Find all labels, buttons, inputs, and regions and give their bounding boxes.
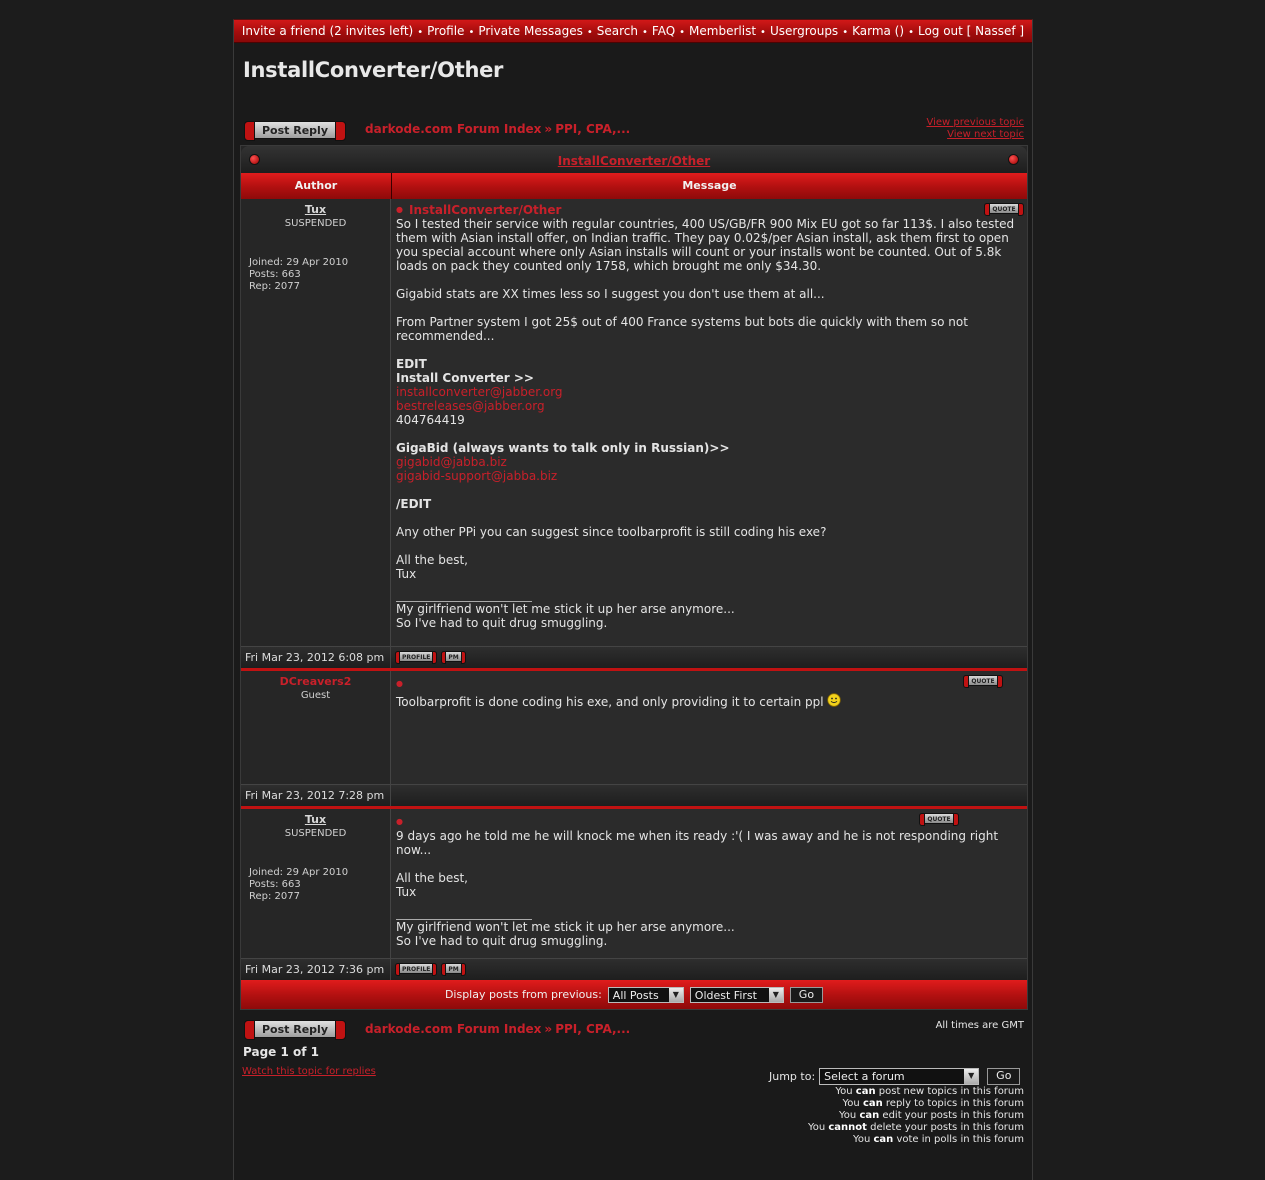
top-nav <box>234 20 1032 43</box>
display-go-button[interactable]: Go <box>790 987 823 1003</box>
smiley-icon <box>827 695 841 709</box>
post-paragraph <box>396 357 1022 427</box>
column-author: Author <box>241 173 392 199</box>
signature <box>396 920 1022 948</box>
signature-line: So I've had to quit drug smuggling. <box>396 934 608 948</box>
jump-select[interactable] <box>819 1068 979 1085</box>
contact-email: bestreleases@jabber.org <box>396 399 545 413</box>
permission-line: You cannot delete your posts in this forum <box>807 1122 1024 1133</box>
post-author <box>241 671 391 784</box>
permission-line: You can post new topics in this forum <box>835 1086 1024 1097</box>
breadcrumb-separator: » <box>544 122 553 136</box>
breadcrumb-forum-index[interactable]: darkode.com Forum Index <box>365 122 542 136</box>
author-name[interactable]: Tux <box>304 203 327 216</box>
nav-separator: • <box>586 27 593 38</box>
signature-line: My girlfriend won't let me stick it up her arse anymore... <box>396 920 735 934</box>
permission-line: You can vote in polls in this forum <box>853 1134 1024 1145</box>
closing-line: All the best, <box>396 871 468 885</box>
chevron-down-icon: ▼ <box>669 988 683 1002</box>
post-message <box>391 671 1027 784</box>
author-rep: Rep: 2077 <box>249 281 300 292</box>
post-tools <box>391 959 1027 980</box>
post-subject: ● InstallConverter/Other <box>396 203 1022 217</box>
timezone-note: All times are GMT <box>935 1020 1024 1031</box>
post-row <box>241 809 1027 958</box>
red-dot-icon: ● <box>396 817 403 826</box>
nav-karma[interactable]: Karma () <box>852 24 905 38</box>
column-headers <box>241 173 1027 199</box>
permissions-list <box>808 1086 1024 1146</box>
red-dot-icon: ● <box>396 679 403 688</box>
post-text <box>396 693 1022 709</box>
column-message: Message <box>392 173 1027 199</box>
post-row <box>241 199 1027 646</box>
post-date: Fri Mar 23, 2012 7:36 pm <box>241 959 391 980</box>
post-paragraph <box>396 497 1022 511</box>
order-select-value: Oldest First <box>694 988 757 1002</box>
post-footer <box>241 958 1027 980</box>
post-message <box>391 199 1027 646</box>
post-row <box>241 671 1027 784</box>
gigabid-title: GigaBid (always wants to talk only in Russian)>> <box>396 441 730 455</box>
post-author <box>241 199 391 646</box>
permission-line: You can reply to topics in this forum <box>842 1098 1024 1109</box>
nav-private-messages[interactable]: Private Messages <box>478 24 583 38</box>
quote-button[interactable]: QUOTE <box>963 675 1003 686</box>
install-converter-title: Install Converter >> <box>396 371 534 385</box>
contact-icq: 404764419 <box>396 413 465 427</box>
author-joined: Joined: 29 Apr 2010 <box>249 867 349 878</box>
breadcrumb-forum[interactable]: PPI, CPA,... <box>555 122 631 136</box>
chevron-down-icon: ▼ <box>964 1069 978 1084</box>
post-closing <box>396 871 1022 899</box>
closing-name: Tux <box>396 567 417 581</box>
order-select[interactable] <box>690 987 784 1003</box>
contact-email: installconverter@jabber.org <box>396 385 563 399</box>
topic-navigation <box>926 117 1024 141</box>
post-paragraph: Any other PPi you can suggest since toolbarprofit is still coding his exe? <box>396 525 827 539</box>
author-info <box>249 257 382 293</box>
post-author <box>241 809 391 958</box>
permission-line: You can edit your posts in this forum <box>839 1110 1024 1121</box>
signature-divider <box>396 587 532 602</box>
view-previous-topic-link[interactable]: View previous topic <box>926 117 1024 128</box>
post-paragraph: 9 days ago he told me he will knock me when its ready :'( I was away and he is not responding right now... <box>396 829 999 857</box>
signature <box>396 602 1022 630</box>
red-dot-icon <box>249 154 260 165</box>
nav-separator: • <box>908 27 914 38</box>
author-posts: Posts: 663 <box>249 269 301 280</box>
post-paragraph: Gigabid stats are XX times less so I suggest you don't use them at all... <box>396 287 825 301</box>
pm-button[interactable]: PM <box>441 651 465 662</box>
watch-topic-container <box>242 1066 376 1077</box>
breadcrumb-forum-index[interactable]: darkode.com Forum Index <box>365 1022 542 1036</box>
signature-line: My girlfriend won't let me stick it up her arse anymore... <box>396 602 735 616</box>
days-select[interactable] <box>608 987 684 1003</box>
nav-usergroups[interactable]: Usergroups <box>769 24 839 38</box>
contact-email: gigabid-support@jabba.biz <box>396 469 558 483</box>
edit-end-label: /EDIT <box>396 497 432 511</box>
red-dot-icon <box>1008 154 1019 165</box>
post-date: Fri Mar 23, 2012 7:28 pm <box>241 785 391 806</box>
author-rep: Rep: 2077 <box>249 891 300 902</box>
post-paragraph: So I tested their service with regular countries, 400 US/GB/FR 900 Mix EU got so far 113$. I also tested them with Asian install offer, on Indian traffic. They pay 0.02$/per Asian install, ask them first to open you special account where only Asian installs will count or your installs wont be counted. Out of 5.8k loads on pack they counted only 1758, which brought me only $34.30. <box>396 217 1015 273</box>
watch-topic-link[interactable]: Watch this topic for replies <box>242 1066 376 1077</box>
nav-separator: • <box>679 27 686 38</box>
chevron-down-icon: ▼ <box>769 988 783 1002</box>
post-footer <box>241 646 1027 671</box>
post-date: Fri Mar 23, 2012 6:08 pm <box>241 647 391 668</box>
signature-divider <box>396 905 532 920</box>
post-paragraph <box>396 441 1022 483</box>
author-info <box>249 867 382 903</box>
signature-line: So I've had to quit drug smuggling. <box>396 616 608 630</box>
pagination: Page 1 of 1 <box>243 1045 319 1059</box>
topic-header <box>241 146 1027 173</box>
nav-separator: • <box>417 27 424 38</box>
nav-separator: • <box>641 27 648 38</box>
author-joined: Joined: 29 Apr 2010 <box>249 257 349 268</box>
quote-button[interactable]: QUOTE <box>984 203 1024 214</box>
view-next-topic-link[interactable]: View next topic <box>947 129 1024 140</box>
page-container <box>233 19 1033 1180</box>
author-rank: SUSPENDED <box>284 218 347 229</box>
breadcrumb-bottom <box>365 1022 630 1036</box>
post-reply-button-bottom[interactable]: Post Reply <box>244 1020 346 1038</box>
jump-label: Jump to: <box>769 1070 816 1083</box>
post-body: Toolbarprofit is done coding his exe, and only providing it to certain ppl <box>396 695 824 709</box>
edit-label: EDIT <box>396 357 427 371</box>
post-reply-button[interactable]: Post Reply <box>244 121 346 139</box>
author-name[interactable]: Tux <box>304 813 327 826</box>
post-footer <box>241 784 1027 809</box>
nav-search[interactable]: Search <box>596 24 638 38</box>
nav-faq[interactable]: FAQ <box>651 24 676 38</box>
nav-logout[interactable]: Log out [ Nassef ] <box>917 24 1025 38</box>
author-rank: Guest <box>300 690 331 701</box>
closing-name: Tux <box>396 885 417 899</box>
nav-profile[interactable]: Profile <box>427 24 465 38</box>
closing-line: All the best, <box>396 553 468 567</box>
display-label: Display posts from previous: <box>444 988 602 1001</box>
nav-memberlist[interactable]: Memberlist <box>689 24 757 38</box>
display-options-bar <box>241 980 1027 1009</box>
breadcrumb-separator: » <box>544 1022 553 1036</box>
pm-button[interactable]: PM <box>441 963 465 974</box>
jump-select-value: Select a forum <box>824 1070 905 1083</box>
nav-invite[interactable]: Invite a friend (2 invites left) <box>241 24 414 38</box>
page-title: InstallConverter/Other <box>243 58 504 82</box>
jump-go-button[interactable]: Go <box>987 1068 1020 1085</box>
quote-button[interactable]: QUOTE <box>919 813 959 824</box>
jump-to-form <box>769 1068 1020 1085</box>
author-rank: SUSPENDED <box>284 828 347 839</box>
days-select-value: All Posts <box>612 988 659 1002</box>
profile-button[interactable]: PROFILE <box>395 963 437 974</box>
contact-email: gigabid@jabba.biz <box>396 455 507 469</box>
post-paragraph: From Partner system I got 25$ out of 400 France systems but bots die quickly with them so not recommended... <box>396 315 968 343</box>
breadcrumb <box>365 122 630 136</box>
author-name: DCreavers2 <box>279 675 352 688</box>
breadcrumb-forum[interactable]: PPI, CPA,... <box>555 1022 631 1036</box>
author-posts: Posts: 663 <box>249 879 301 890</box>
post-tools <box>391 785 1027 806</box>
post-tools <box>391 647 1027 668</box>
posts-table <box>240 145 1028 1010</box>
nav-separator: • <box>468 27 475 38</box>
topic-title-link[interactable]: InstallConverter/Other <box>557 154 711 168</box>
nav-separator: • <box>842 27 849 38</box>
post-closing <box>396 553 1022 581</box>
nav-separator: • <box>760 27 766 38</box>
profile-button[interactable]: PROFILE <box>395 651 437 662</box>
post-message <box>391 809 1027 958</box>
